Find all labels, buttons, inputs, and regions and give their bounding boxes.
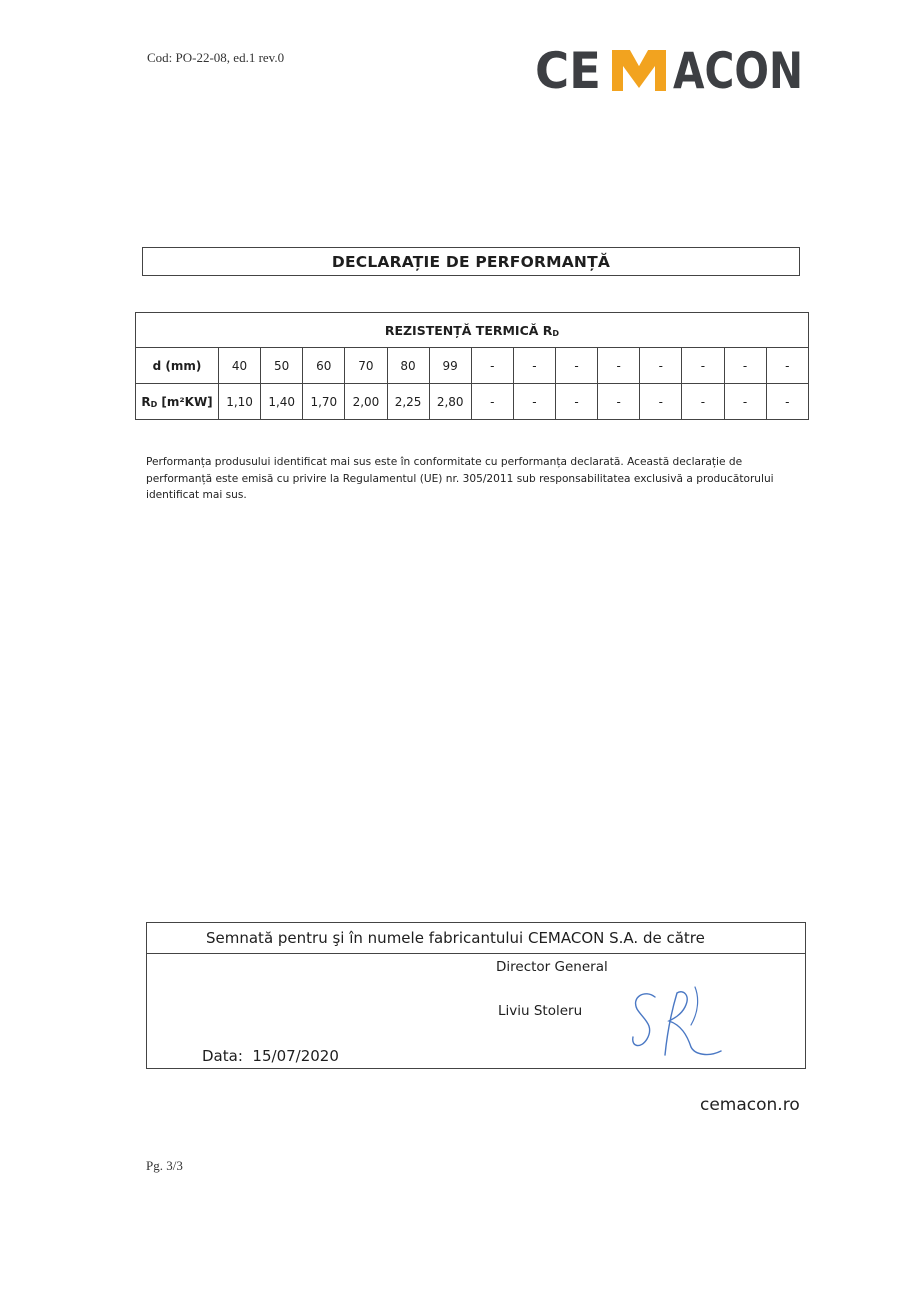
logo-text-left: CE — [535, 42, 601, 100]
table-cell: - — [766, 348, 808, 384]
table-cell: 2,80 — [429, 384, 471, 420]
signature-block — [146, 922, 806, 1069]
table-cell: - — [766, 384, 808, 420]
logo-text-right: ACON — [673, 42, 803, 100]
table-cell: - — [556, 348, 598, 384]
logo-m-mark — [612, 50, 666, 91]
date-value: 15/07/2020 — [252, 1047, 339, 1065]
table-cell: 99 — [429, 348, 471, 384]
signature-header: Semnată pentru şi în numele fabricantului CEMACON S.A. de către — [147, 923, 805, 954]
conformity-statement: Performanța produsului identificat mai sus este în conformitate cu performanța declarată. Această declarație de performanță este emisă cu privire la Regulamentul (UE) nr. 305/2011 sub responsabilitatea exclusivă a producătorului identificat mai sus. — [146, 456, 774, 501]
table-cell: - — [513, 384, 555, 420]
table-title: REZISTENȚĂ TERMICĂ RD — [136, 313, 809, 348]
table-cell: 50 — [261, 348, 303, 384]
table-cell: 80 — [387, 348, 429, 384]
website-url: cemacon.ro — [700, 1095, 800, 1115]
table-cell: 1,10 — [219, 384, 261, 420]
table-cell: - — [724, 384, 766, 420]
table-cell: - — [640, 348, 682, 384]
table-cell: - — [724, 348, 766, 384]
table-cell: 2,25 — [387, 384, 429, 420]
table-cell: - — [682, 384, 724, 420]
table-row-resistance — [136, 384, 809, 420]
table-cell: 40 — [219, 348, 261, 384]
table-cell: 60 — [303, 348, 345, 384]
table-cell: - — [682, 348, 724, 384]
signature-date — [202, 1047, 339, 1065]
document-code: Cod: PO-22-08, ed.1 rev.0 — [147, 50, 285, 65]
table-cell: 70 — [345, 348, 387, 384]
page-title — [142, 247, 800, 276]
page-title-text: DECLARAȚIE DE PERFORMANȚĂ — [331, 252, 611, 271]
table-row-thickness — [136, 348, 809, 384]
table-cell: - — [556, 384, 598, 420]
table-cell: 1,40 — [261, 384, 303, 420]
table-cell: - — [640, 384, 682, 420]
row-label: RD [m²KW] — [136, 384, 219, 420]
page-number: Pg. 3/3 — [146, 1158, 183, 1173]
signer-name: Liviu Stoleru — [498, 1003, 583, 1019]
table-cell: - — [513, 348, 555, 384]
handwritten-signature — [625, 985, 725, 1065]
signer-role: Director General — [496, 959, 608, 975]
cemacon-logo — [535, 42, 803, 100]
table-cell: - — [598, 384, 640, 420]
table-cell: 1,70 — [303, 384, 345, 420]
thermal-resistance-table — [135, 312, 809, 420]
table-cell: - — [471, 384, 513, 420]
table-cell: - — [598, 348, 640, 384]
date-label: Data: — [202, 1047, 243, 1065]
table-cell: - — [471, 348, 513, 384]
row-label: d (mm) — [136, 348, 219, 384]
table-cell: 2,00 — [345, 384, 387, 420]
